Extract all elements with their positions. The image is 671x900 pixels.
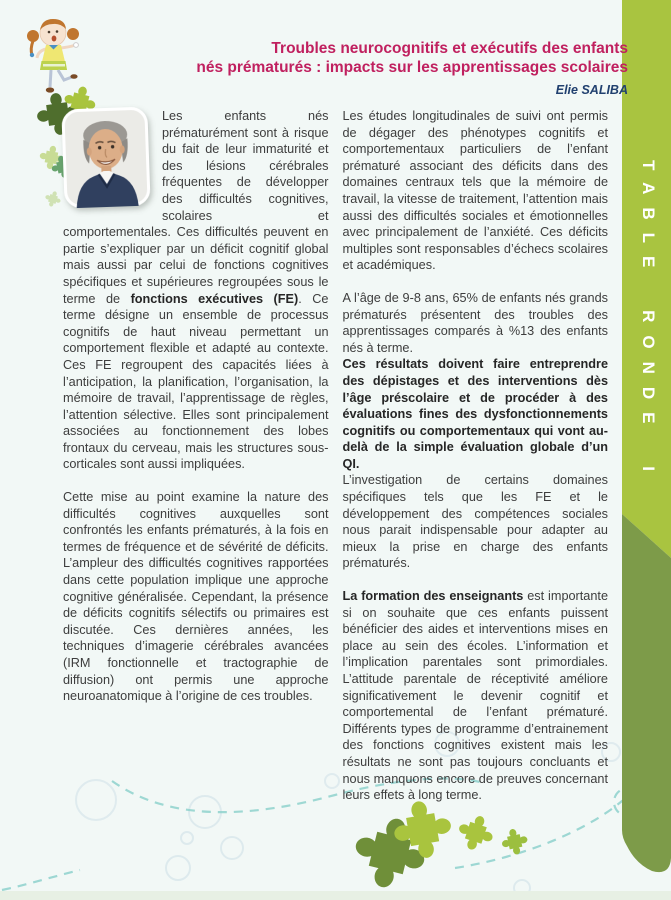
article-body	[63, 108, 608, 820]
left-p1-text: Les enfants nés prématurément sont à risque du fait de leur immaturité et des lésions cérébrales fréquentes de développer des difficultés cognitives, scolaires et comportementales. Ces difficultés peuvent en partie s’expliquer par un déficit cognitif global mais aussi par celui de fonctions cognitives spécifiques et supérieures regroupées sous le terme de	[63, 109, 329, 306]
left-p1-bold: fonctions exécutives (FE)	[130, 291, 299, 306]
page-title-line2: nés prématurés : impacts sur les apprentissages scolaires	[196, 58, 628, 76]
left-p1-text-after: . Ce terme désigne un ensemble de processus cognitifs de haut niveau permettant un comportement flexible et adapté au contexte. Ces FE regroupent des capacités liées à l’anticipation, la planification, l’organisation, la mémoire de travail, l’apprentissage de règles, l’attention sélective. Elles sont principalement associées au fonctionnement des lobes frontaux du cerveau, mais les structures sous-corticales sont aussi impliquées.	[63, 291, 329, 472]
left-paragraph-2: Cette mise au point examine la nature des difficultés cognitives auxquelles sont confrontés les enfants prématurés, à la fois en termes de fréquence et de sévérité de déficits. L’ampleur des difficultés cognitives rapportées dans cette population implique une approche cognitive généralisée. Cependant, la présence de déficits cognitifs sélectifs ou primaires est discutée. Ces dernières années, les techniques d’imagerie cérébrales avancées (IRM fonctionnelle et tractographie de diffusion) ont permis une approche neuroanatomique à l’origine de ces troubles.	[63, 490, 329, 704]
page-title-line1: Troubles neurocognitifs et exécutifs des enfants	[271, 40, 628, 57]
band-olive-segment	[622, 514, 671, 872]
portrait-photo	[63, 108, 149, 208]
header	[110, 40, 628, 97]
right-paragraph-2-bold: Ces résultats doivent faire entreprendre des dépistages et des interventions dès l’âge préscolaire et de procéder à des évaluations fines des dysfonctionnements cognitifs ou comportementaux qui vont au-delà de la simple évaluation globale d’un QI.	[342, 357, 608, 471]
tab-table-ronde-1: TABLE RONDE I	[639, 160, 658, 484]
right-p3-text: est importante si on souhaite que ces enfants puissent bénéficier des aides et interventions mises en place au sein des écoles. L’information et l’implication parentales sont primordiales. L’attitude parentale de réceptivité améliore significativement le devenir cognitif et comportemental de l’enfant prématuré. Différents types de programme d’entrainement des fonctions cognitives existent mais les résultats ne sont pas toujours concluants et nous manquons encore de preuves concernant leurs effets à long terme.	[342, 589, 608, 803]
right-p3-lead-bold: La formation des enseignants	[342, 589, 524, 604]
left-column	[63, 108, 329, 820]
right-column	[343, 108, 609, 820]
right-paragraph-2-after: L’investigation de certains domaines spécifiques tels que les FE et le développement des compétences sociales nous parait indispensable pour adapter au mieux la prise en charge des enfants prématurés.	[342, 473, 608, 571]
right-paragraph-2-intro: A l’âge de 9-8 ans, 65% de enfants nés grands prématurés présentent des troubles des apprentissages comparés à %13 des enfants nés à terme.	[342, 290, 608, 355]
bottom-page-edge	[0, 891, 671, 900]
left-paragraph-1	[63, 108, 329, 473]
author-name: Elie SALIBA	[555, 83, 628, 97]
page-title	[110, 40, 628, 77]
right-paragraph-1: Les études longitudinales de suivi ont permis de dégager des phénotypes cognitifs et comportementaux particuliers de l’enfant prématuré associant des déficits dans des domaines centraux tels que la mémoire de travail, la vitesse de traitement, l’attention mais aussi des difficultés sociales et émotionnelles avec principalement de l’anxiété. Ces déficits multiples sont responsables d’échecs scolaires et académiques.	[342, 109, 608, 273]
right-paragraph-3	[343, 588, 609, 804]
